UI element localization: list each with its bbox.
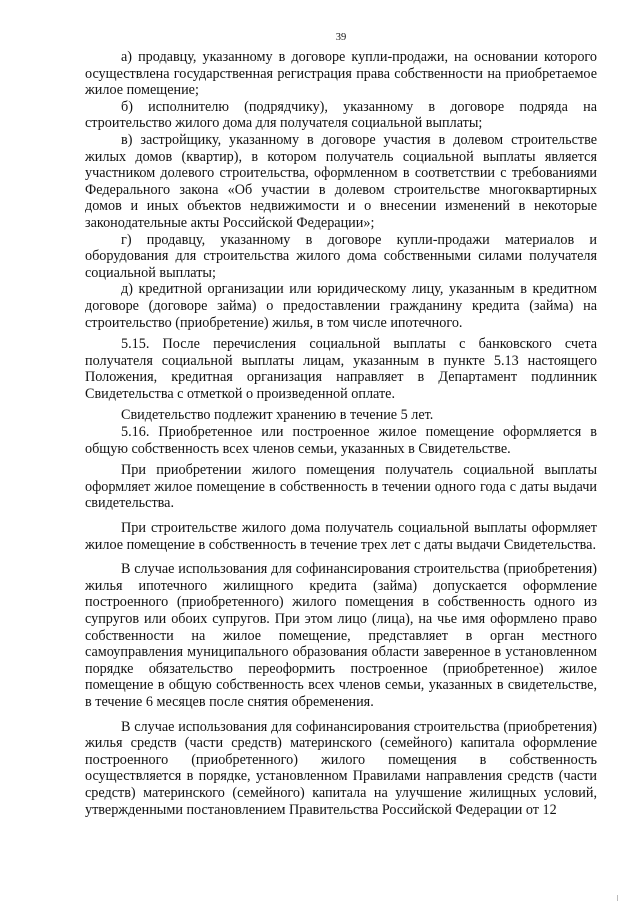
page-number: 39: [335, 32, 347, 43]
paragraph-mortgage-case: В случае использования для софинансирования строительства (приобретения) жилья ипотечного жилищного кредита (займа) допускается оформление построенного (приобретенного) жилого помещения в собственность одного из супругов или обоих супругов. При этом лицо (лица), на чье имя оформлено право собственности на жилое помещение, представляет в орган местного самоуправления муниципального образования области заверенное в установленном порядке обязательство переоформить построенное (приобретенное) жилое помещение в общую собственность всех членов семьи, указанных в свидетельстве, в течение 6 месяцев после снятия обременения.: [85, 561, 597, 710]
paragraph-construction-registration: При строительстве жилого дома получатель социальной выплаты оформляет жилое помещение в собственность в течение трех лет с даты выдачи Свидетельства.: [85, 520, 597, 553]
paragraph-purchase-registration: При приобретении жилого помещения получатель социальной выплаты оформляет жилое помещение в собственность в течении одного года с даты выдачи свидетельства.: [85, 462, 597, 512]
document-body: [85, 49, 597, 818]
paragraph-5-16: 5.16. Приобретенное или построенное жилое помещение оформляется в общую собственность всех членов семьи, указанных в Свидетельстве.: [85, 424, 597, 457]
paragraph-certificate-storage: Свидетельство подлежит хранению в течение 5 лет.: [121, 407, 434, 424]
paragraph-item-d: д) кредитной организации или юридическому лицу, указанным в кредитном договоре (договоре займа) о предоставлении гражданину кредита (займа) на строительство (приобретение) жилья, в том числе ипотечного.: [85, 281, 597, 331]
paragraph-5-15: 5.15. После перечисления социальной выплаты с банковского счета получателя социальной выплаты лицам, указанным в пункте 5.13 настоящего Положения, кредитная организация направляет в Департамент подлинник Свидетельства с отметкой о произведенной оплате.: [85, 336, 597, 402]
paragraph-item-b: б) исполнителю (подрядчику), указанному в договоре подряда на строительство жилого дома для получателя социальной выплаты;: [85, 98, 597, 132]
paragraph-item-g: г) продавцу, указанному в договоре купли-продажи материалов и оборудования для строительства жилого дома собственными силами получателя социальной выплаты;: [85, 231, 597, 281]
paragraph-maternity-capital-case: В случае использования для софинансирования строительства (приобретения) жилья средств (части средств) материнского (семейного) капитала оформление построенного (приобретенного) жилого помещения в собственность осуществляется в порядке, установленном Правилами направления средств (части средств) материнского (семейного) капитала на улучшение жилищных условий, утвержденными постановлением Правительства Российской Федерации от 12: [85, 718, 597, 818]
paragraph-item-v: в) застройщику, указанному в договоре участия в долевом строительстве жилых домов (квартир), в котором получатель социальной выплаты является участником долевого строительства, оформленном в соответствии с требованиями Федерального закона «Об участии в долевом строительстве многоквартирных домов и иных объектов недвижимости и о внесении изменений в некоторые законодательные акты Российской Федерации»;: [85, 131, 597, 231]
scan-artifact: [617, 895, 618, 901]
paragraph-item-a: а) продавцу, указанному в договоре купли-продажи, на основании которого осуществлена государственная регистрация права собственности на приобретаемое жилое помещение;: [85, 49, 597, 99]
